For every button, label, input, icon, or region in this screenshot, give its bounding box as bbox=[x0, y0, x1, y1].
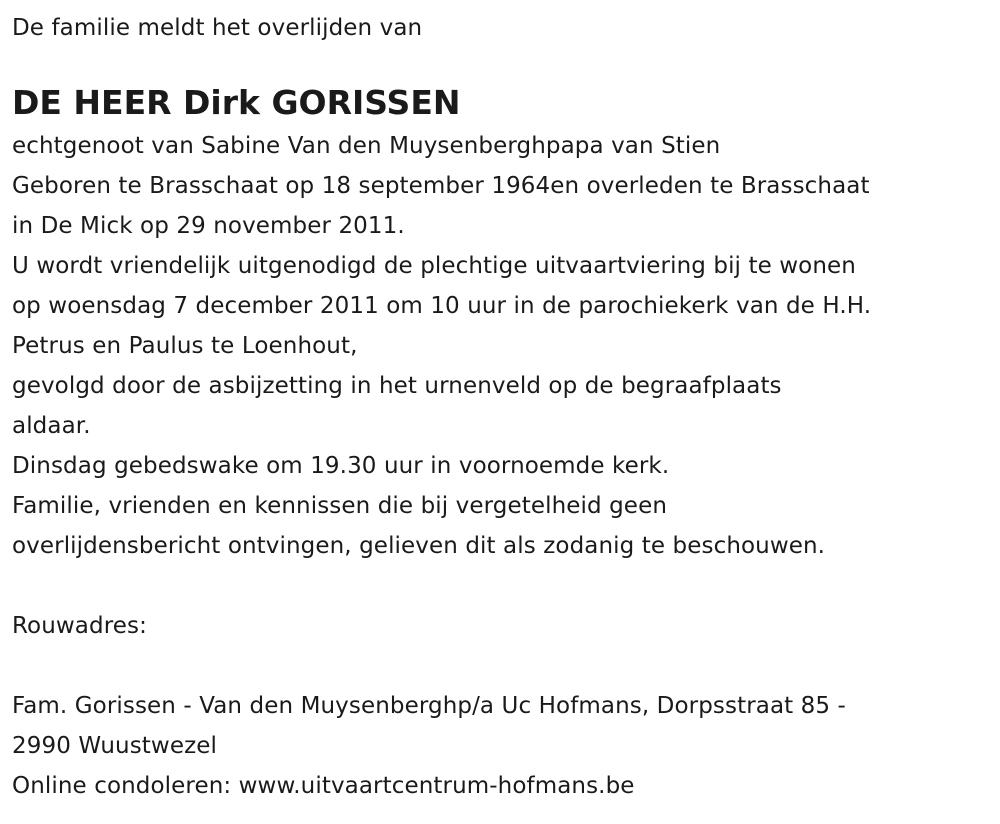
body-line-date: op woensdag 7 december 2011 om 10 uur in de parochiekerk van de H.H. bbox=[12, 293, 872, 319]
rouwadres-label: Rouwadres: bbox=[12, 613, 147, 639]
body-line-wake: Dinsdag gebedswake om 19.30 uur in voornoemde kerk. bbox=[12, 453, 670, 479]
condolence-link[interactable]: Online condoleren: www.uitvaartcentrum-hofmans.be bbox=[12, 773, 635, 799]
spacer bbox=[12, 646, 992, 686]
address-line-postal: 2990 Wuustwezel bbox=[12, 733, 217, 759]
death-notice bbox=[12, 8, 992, 806]
body-line-burial: gevolgd door de asbijzetting in het urnenveld op de begraafplaats bbox=[12, 373, 782, 399]
body-line-invitation: U wordt vriendelijk uitgenodigd de plechtige uitvaartviering bij te wonen bbox=[12, 253, 856, 279]
address-block bbox=[12, 686, 992, 766]
body-line-family-end: overlijdensbericht ontvingen, gelieven dit als zodanig te beschouwen. bbox=[12, 533, 826, 559]
body-line-spouse: echtgenoot van Sabine Van den Muysenberghpapa van Stien bbox=[12, 133, 721, 159]
body-line-died: in De Mick op 29 november 2011. bbox=[12, 213, 405, 239]
body-line-family: Familie, vrienden en kennissen die bij vergetelheid geen bbox=[12, 493, 667, 519]
deceased-name: DE HEER Dirk GORISSEN bbox=[12, 83, 461, 122]
notice-body bbox=[12, 126, 992, 566]
body-line-burial-end: aldaar. bbox=[12, 413, 91, 439]
address-line: Fam. Gorissen - Van den Muysenberghp/a Uc Hofmans, Dorpsstraat 85 - bbox=[12, 693, 846, 719]
body-line-church: Petrus en Paulus te Loenhout, bbox=[12, 333, 358, 359]
body-line-born: Geboren te Brasschaat op 18 september 1964en overleden te Brasschaat bbox=[12, 173, 870, 199]
spacer bbox=[12, 566, 992, 606]
intro-text: De familie meldt het overlijden van bbox=[12, 15, 423, 41]
